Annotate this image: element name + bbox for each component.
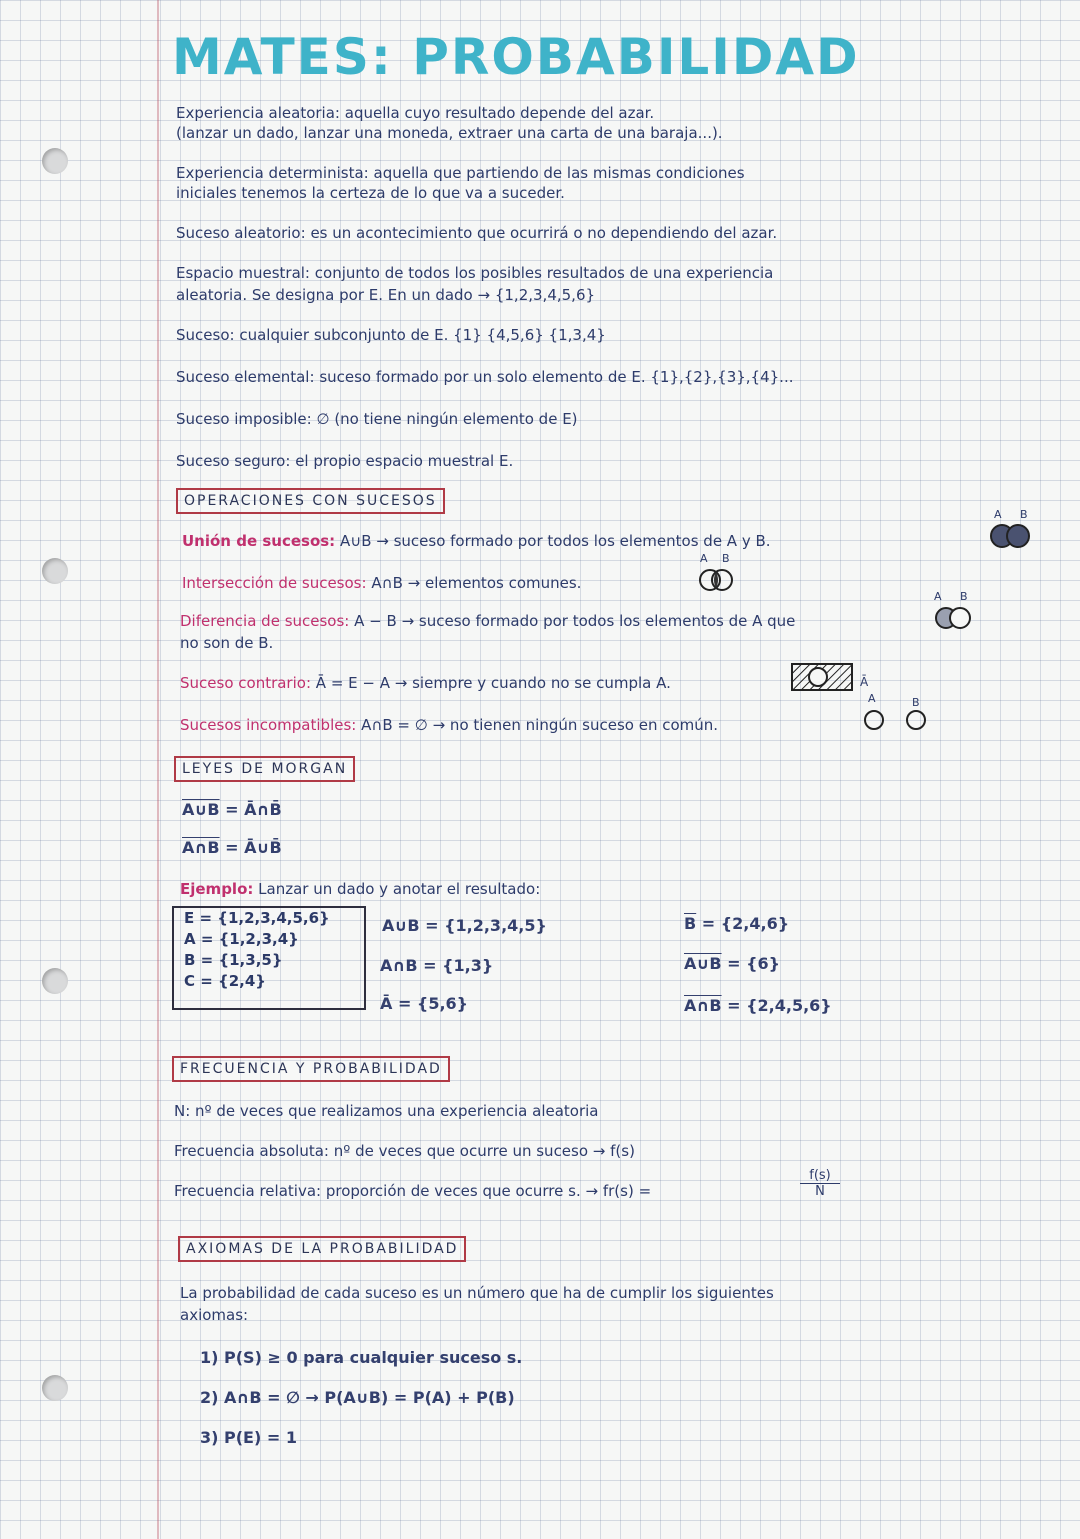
- svg-text:A: A: [868, 692, 876, 705]
- definition-line: Suceso imposible: ∅ (no tiene ningún elemento de E): [176, 410, 578, 428]
- definition-line: aleatoria. Se designa por E. En un dado → {1,2,3,4,5,6}: [176, 286, 596, 304]
- operations-heading: OPERACIONES CON SUCESOS: [176, 488, 445, 514]
- operation-difference-cont: no son de B.: [180, 634, 274, 652]
- binder-hole: [42, 968, 68, 994]
- venn-incompatible-icon: [856, 690, 936, 734]
- operation-incompatible: Sucesos incompatibles: A∩B = ∅ → no tienen ningún suceso en común.: [180, 716, 719, 734]
- svg-text:B: B: [912, 696, 920, 709]
- axiom-3: 3) P(E) = 1: [200, 1428, 297, 1447]
- example-b-complement: $\overline{B} = \{2,4,6\}$: [684, 914, 790, 933]
- definition-line: Suceso elemental: suceso formado por un solo elemento de E. {1},{2},{3},{4}...: [176, 368, 794, 386]
- axioms-intro: La probabilidad de cada suceso es un número que ha de cumplir los siguientes: [180, 1284, 774, 1302]
- svg-text:B: B: [722, 552, 730, 565]
- definition-line: Suceso aleatorio: es un acontecimiento que ocurrirá o no dependiendo del azar.: [176, 224, 778, 242]
- margin-line: [157, 0, 159, 1539]
- operation-complement: Suceso contrario: Ā = E − A → siempre y cuando no se cumpla A.: [180, 674, 671, 692]
- example-sets-box: E = {1,2,3,4,5,6} A = {1,2,3,4} B = {1,3,5} C = {2,4}: [172, 906, 366, 1010]
- morgan-law-2: A∩B = Ā∪B̄: [182, 838, 282, 857]
- example-union-complement: A∪B = {6}: [684, 954, 781, 973]
- frequency-heading: FRECUENCIA Y PROBABILIDAD: [172, 1056, 450, 1082]
- operation-difference: Diferencia de sucesos: A − B → suceso formado por todos los elementos de A que: [180, 612, 796, 630]
- morgan-law-1: A∪B = Ā∩B̄: [182, 800, 282, 819]
- svg-text:Ā: Ā: [860, 675, 869, 689]
- example-intersection: A∩B = {1,3}: [380, 956, 494, 975]
- axioms-intro-cont: axiomas:: [180, 1306, 249, 1324]
- binder-hole: [42, 558, 68, 584]
- page-title: MATES: PROBABILIDAD: [172, 28, 860, 86]
- svg-text:B: B: [960, 590, 968, 603]
- svg-text:A: A: [934, 590, 942, 603]
- definition-line: (lanzar un dado, lanzar una moneda, extraer una carta de una baraja...).: [176, 124, 723, 142]
- operation-intersection: Intersección de sucesos: A∩B → elementos comunes.: [182, 574, 582, 592]
- binder-hole: [42, 148, 68, 174]
- svg-text:A: A: [700, 552, 708, 565]
- definition-line: Suceso seguro: el propio espacio muestral E.: [176, 452, 514, 470]
- axioms-heading: AXIOMAS DE LA PROBABILIDAD: [178, 1236, 466, 1262]
- example-union: A∪B = {1,2,3,4,5}: [382, 916, 547, 935]
- frequency-n: N: nº de veces que realizamos una experiencia aleatoria: [174, 1102, 599, 1120]
- svg-text:B: B: [1020, 508, 1028, 521]
- operation-union: Unión de sucesos: A∪B → suceso formado por todos los elementos de A y B.: [182, 532, 771, 550]
- venn-intersection-icon: [692, 548, 748, 594]
- example-complement: Ā = {5,6}: [380, 994, 469, 1013]
- definition-line: Experiencia aleatoria: aquella cuyo resultado depende del azar.: [176, 104, 655, 122]
- definition-line: iniciales tenemos la certeza de lo que va a suceder.: [176, 184, 565, 202]
- axiom-2: 2) A∩B = ∅ → P(A∪B) = P(A) + P(B): [200, 1388, 515, 1407]
- definition-line: Espacio muestral: conjunto de todos los posibles resultados de una experiencia: [176, 264, 774, 282]
- definition-line: Experiencia determinista: aquella que partiendo de las mismas condiciones: [176, 164, 745, 182]
- binder-hole: [42, 1375, 68, 1401]
- example-intro: Ejemplo: Lanzar un dado y anotar el resultado:: [180, 880, 541, 898]
- venn-union-icon: [980, 504, 1050, 550]
- frequency-absolute: Frecuencia absoluta: nº de veces que ocurre un suceso → f(s): [174, 1142, 635, 1160]
- frequency-relative: Frecuencia relativa: proporción de veces que ocurre s. → fr(s) =: [174, 1182, 652, 1200]
- axiom-1: 1) P(S) ≥ 0 para cualquier suceso s.: [200, 1348, 523, 1367]
- svg-text:A: A: [994, 508, 1002, 521]
- venn-difference-icon: [928, 586, 984, 632]
- example-intersection-complement: A∩B = {2,4,5,6}: [684, 996, 832, 1015]
- fraction: f(s) N: [800, 1168, 840, 1199]
- morgan-heading: LEYES DE MORGAN: [174, 756, 355, 782]
- definition-line: Suceso: cualquier subconjunto de E. {1} {4,5,6} {1,3,4}: [176, 326, 606, 344]
